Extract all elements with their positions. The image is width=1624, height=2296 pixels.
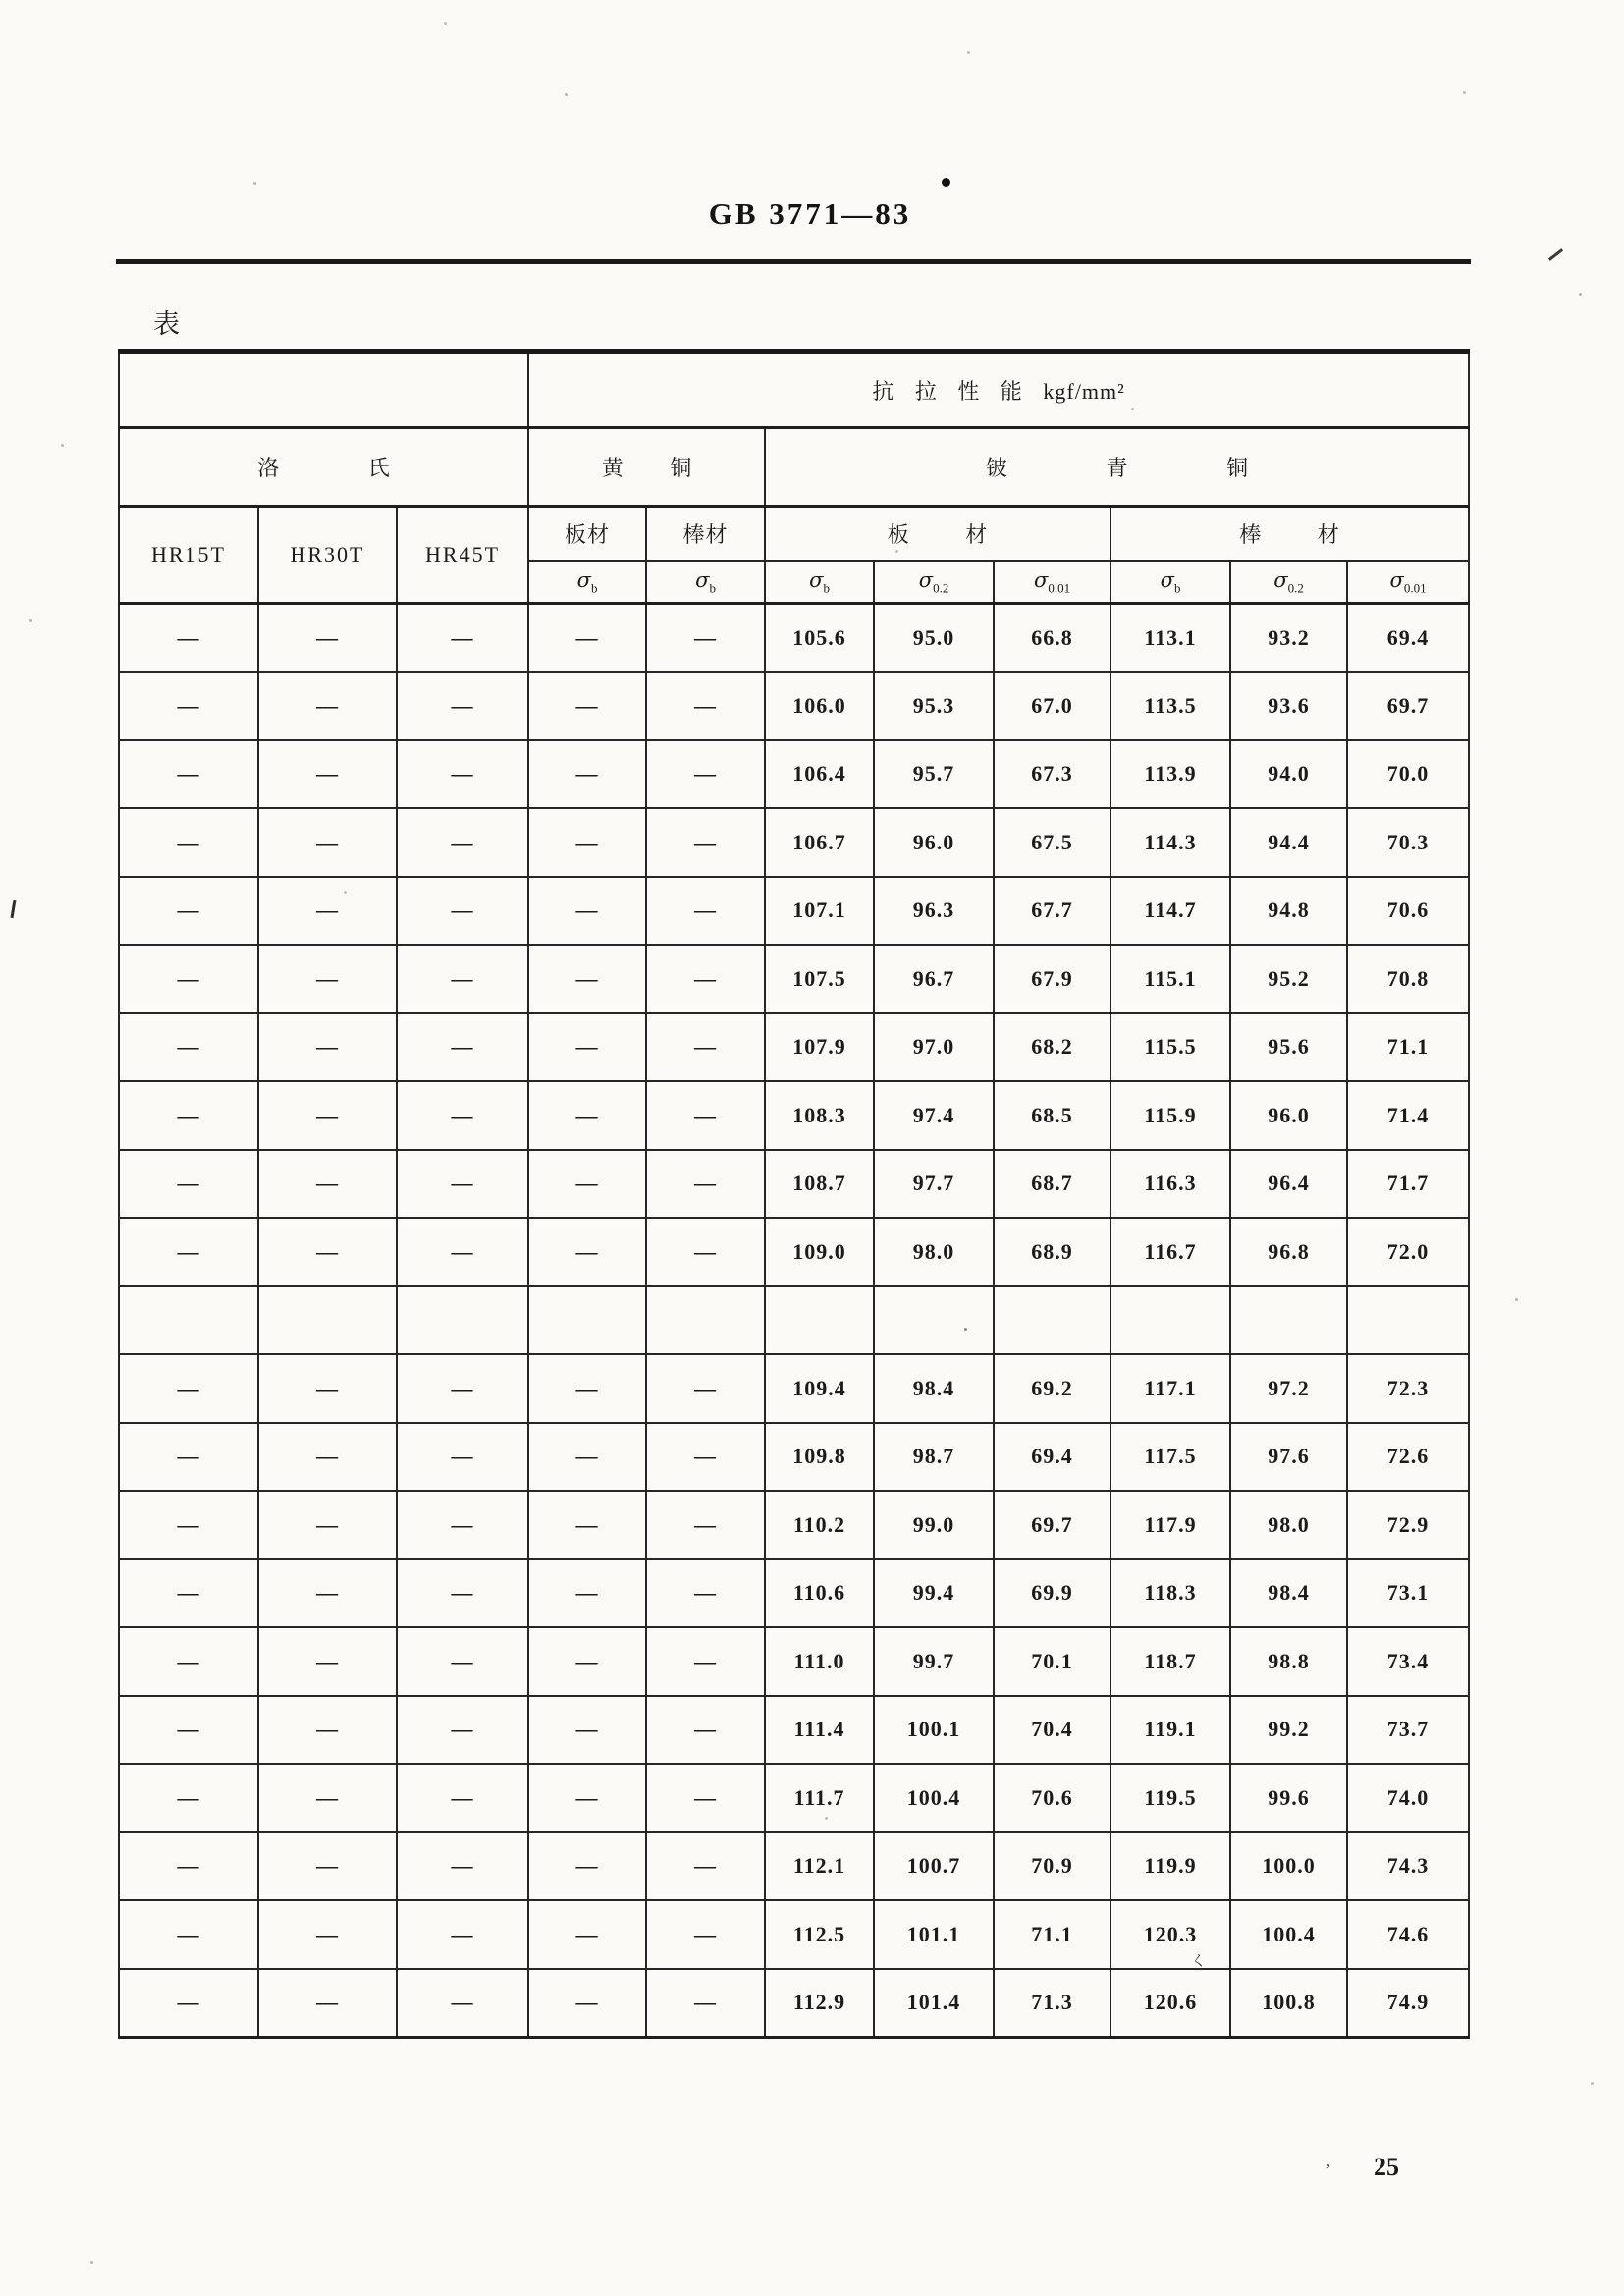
cell-bronze-rod-s0-2: 100.8 — [1230, 1969, 1347, 2038]
cell-bronze-rod-sb: 113.9 — [1110, 740, 1230, 809]
cell-brass-rod-sb: — — [646, 1354, 765, 1423]
cell-bronze-plate-s0-01: 69.2 — [994, 1354, 1110, 1423]
cell-brass-rod-sb: — — [646, 672, 765, 740]
cell-hr45t: — — [397, 1832, 528, 1901]
cell-brass-plate-sb: — — [528, 1969, 646, 2038]
cell-bronze-plate-s0-2: 101.4 — [874, 1969, 994, 2038]
cell-bronze-rod-s0-01: 70.3 — [1347, 808, 1469, 877]
cell-brass-plate-sb: — — [528, 1627, 646, 1696]
cell-bronze-rod-s0-2: 99.6 — [1230, 1764, 1347, 1832]
margin-tick-artifact — [11, 900, 17, 918]
unit-header-row — [119, 352, 1469, 428]
cell-bronze-plate-s0-2: 95.0 — [874, 604, 994, 673]
cell-bronze-plate-s0-01: 67.7 — [994, 877, 1110, 946]
cell-bronze-plate-sb: 106.4 — [765, 740, 874, 809]
cell-hr45t — [397, 1286, 528, 1355]
cell-bronze-plate-s0-01: 68.7 — [994, 1150, 1110, 1219]
cell-bronze-plate-sb: 108.7 — [765, 1150, 874, 1219]
cell-brass-plate-sb: — — [528, 877, 646, 946]
unit-header: 抗 拉 性 能 kgf/mm² — [528, 352, 1469, 428]
cell-bronze-rod-s0-2: 94.0 — [1230, 740, 1347, 809]
cell-bronze-rod-sb: 119.5 — [1110, 1764, 1230, 1832]
cell-hr30t: — — [258, 1354, 397, 1423]
cell-bronze-plate-s0-2: 97.0 — [874, 1013, 994, 1082]
cell-bronze-rod-sb: 113.1 — [1110, 604, 1230, 673]
bronze-rod-head: 棒 材 — [1110, 507, 1469, 561]
cell-hr45t: — — [397, 1969, 528, 2038]
cell-bronze-plate-sb: 109.8 — [765, 1423, 874, 1492]
cell-brass-plate-sb: — — [528, 945, 646, 1013]
cell-bronze-rod-s0-2: 97.6 — [1230, 1423, 1347, 1492]
cell-bronze-plate-sb: 107.1 — [765, 877, 874, 946]
scan-noise — [0, 0, 3, 3]
cell-hr45t: — — [397, 1081, 528, 1150]
cell-hr45t: — — [397, 1218, 528, 1286]
cell-brass-rod-sb: — — [646, 1423, 765, 1492]
cell-hr15t: — — [119, 1218, 258, 1286]
table-row — [119, 1491, 1469, 1559]
cell-brass-rod-sb: — — [646, 1969, 765, 2038]
cell-bronze-plate-sb: 110.6 — [765, 1559, 874, 1628]
cell-bronze-plate-sb: 109.4 — [765, 1354, 874, 1423]
cell-hr45t: — — [397, 1423, 528, 1492]
sigma-col-head: $\sigma_{0.2}$ — [1230, 561, 1347, 604]
cell-bronze-rod-s0-01: 69.7 — [1347, 672, 1469, 740]
cell-brass-plate-sb: — — [528, 1900, 646, 1969]
cell-brass-rod-sb: — — [646, 1013, 765, 1082]
cell-bronze-plate-s0-2: 101.1 — [874, 1900, 994, 1969]
cell-bronze-rod-s0-2: 97.2 — [1230, 1354, 1347, 1423]
table-row — [119, 1218, 1469, 1286]
cell-bronze-plate-s0-2 — [874, 1286, 994, 1355]
cell-brass-rod-sb: — — [646, 1696, 765, 1765]
cell-hr45t: — — [397, 1627, 528, 1696]
col-head-hr15t: HR15T — [119, 507, 258, 604]
cell-bronze-plate-s0-01: 68.5 — [994, 1081, 1110, 1150]
cell-bronze-rod-s0-2: 96.8 — [1230, 1218, 1347, 1286]
cell-bronze-plate-sb: 111.0 — [765, 1627, 874, 1696]
cell-hr45t: — — [397, 1900, 528, 1969]
cell-brass-rod-sb: — — [646, 1218, 765, 1286]
cell-hr30t: — — [258, 672, 397, 740]
cell-hr15t: — — [119, 740, 258, 809]
cell-hr15t: — — [119, 1559, 258, 1628]
cell-brass-plate-sb: — — [528, 672, 646, 740]
cell-brass-plate-sb — [528, 1286, 646, 1355]
cell-brass-rod-sb: — — [646, 604, 765, 673]
blank-header-cell — [119, 352, 528, 428]
cell-bronze-rod-sb: 119.1 — [1110, 1696, 1230, 1765]
cell-hr45t: — — [397, 1696, 528, 1765]
sigma-col-head: $\sigma_{0.01}$ — [994, 561, 1110, 604]
cell-hr45t: — — [397, 1491, 528, 1559]
cell-bronze-rod-s0-2: 99.2 — [1230, 1696, 1347, 1765]
cell-bronze-rod-sb: 114.7 — [1110, 877, 1230, 946]
table-row — [119, 1832, 1469, 1901]
cell-hr45t: — — [397, 1354, 528, 1423]
empty-row — [119, 1286, 1469, 1355]
cell-brass-plate-sb: — — [528, 1081, 646, 1150]
cell-bronze-plate-sb: 110.2 — [765, 1491, 874, 1559]
cell-bronze-plate-s0-01: 69.7 — [994, 1491, 1110, 1559]
doc-code: GB 3771—83 — [708, 196, 912, 231]
cell-hr30t: — — [258, 877, 397, 946]
cell-bronze-rod-sb — [1110, 1286, 1230, 1355]
cell-hr15t: — — [119, 1832, 258, 1901]
table-row — [119, 808, 1469, 877]
sigma-col-head: $\sigma_b$ — [646, 561, 765, 604]
table-row — [119, 1559, 1469, 1628]
cell-bronze-rod-s0-01: 73.4 — [1347, 1627, 1469, 1696]
cell-hr15t — [119, 1286, 258, 1355]
cell-bronze-plate-sb: 106.7 — [765, 808, 874, 877]
cell-bronze-plate-sb: 111.4 — [765, 1696, 874, 1765]
cell-bronze-plate-s0-01: 70.6 — [994, 1764, 1110, 1832]
cell-brass-plate-sb: — — [528, 1150, 646, 1219]
cell-bronze-plate-s0-2: 99.0 — [874, 1491, 994, 1559]
cell-hr15t: — — [119, 1969, 258, 2038]
cell-brass-rod-sb — [646, 1286, 765, 1355]
cell-hr30t — [258, 1286, 397, 1355]
cell-hr30t: — — [258, 1627, 397, 1696]
cell-hr45t: — — [397, 945, 528, 1013]
table-row — [119, 740, 1469, 809]
cell-brass-rod-sb: — — [646, 808, 765, 877]
cell-hr30t: — — [258, 1491, 397, 1559]
cell-bronze-plate-sb: 111.7 — [765, 1764, 874, 1832]
cell-bronze-plate-sb: 107.5 — [765, 945, 874, 1013]
cell-bronze-plate-s0-2: 96.0 — [874, 808, 994, 877]
cell-bronze-plate-s0-2: 99.7 — [874, 1627, 994, 1696]
cell-bronze-rod-s0-2: 95.6 — [1230, 1013, 1347, 1082]
cell-hr15t: — — [119, 877, 258, 946]
cell-brass-plate-sb: — — [528, 740, 646, 809]
cell-hr30t: — — [258, 740, 397, 809]
cell-brass-rod-sb: — — [646, 1764, 765, 1832]
cell-bronze-plate-sb: 109.0 — [765, 1218, 874, 1286]
cell-bronze-rod-sb: 116.3 — [1110, 1150, 1230, 1219]
cell-bronze-rod-s0-01: 70.6 — [1347, 877, 1469, 946]
table-row — [119, 1013, 1469, 1082]
cell-hr30t: — — [258, 1081, 397, 1150]
cell-hr45t: — — [397, 1764, 528, 1832]
cell-bronze-plate-s0-01: 70.1 — [994, 1627, 1110, 1696]
cell-bronze-plate-s0-01: 67.0 — [994, 672, 1110, 740]
cell-bronze-plate-s0-01: 71.1 — [994, 1900, 1110, 1969]
cell-bronze-plate-sb: 112.5 — [765, 1900, 874, 1969]
cell-bronze-rod-s0-2: 98.8 — [1230, 1627, 1347, 1696]
cell-bronze-plate-s0-2: 97.4 — [874, 1081, 994, 1150]
material-header-row — [119, 507, 1469, 561]
table-row — [119, 1081, 1469, 1150]
cell-bronze-rod-sb: 117.9 — [1110, 1491, 1230, 1559]
cell-brass-plate-sb: — — [528, 1354, 646, 1423]
cell-bronze-rod-s0-01: 73.1 — [1347, 1559, 1469, 1628]
cell-brass-rod-sb: — — [646, 1150, 765, 1219]
cell-bronze-rod-s0-01: 71.1 — [1347, 1013, 1469, 1082]
cell-bronze-rod-s0-01: 74.6 — [1347, 1900, 1469, 1969]
cell-bronze-rod-s0-2 — [1230, 1286, 1347, 1355]
cell-bronze-plate-s0-01: 67.3 — [994, 740, 1110, 809]
cell-bronze-plate-sb: 108.3 — [765, 1081, 874, 1150]
cell-bronze-plate-sb: 112.1 — [765, 1832, 874, 1901]
cell-bronze-plate-sb: 106.0 — [765, 672, 874, 740]
cell-hr30t: — — [258, 1218, 397, 1286]
cell-bronze-rod-s0-2: 98.0 — [1230, 1491, 1347, 1559]
tensile-properties-table — [118, 349, 1470, 2039]
cell-bronze-plate-s0-01: 69.9 — [994, 1559, 1110, 1628]
cell-bronze-plate-s0-2: 96.7 — [874, 945, 994, 1013]
cell-hr15t: — — [119, 604, 258, 673]
table-label: 表 — [153, 309, 180, 339]
cell-brass-plate-sb: — — [528, 1832, 646, 1901]
cell-bronze-plate-s0-2: 100.4 — [874, 1764, 994, 1832]
cell-hr15t: — — [119, 945, 258, 1013]
cell-brass-rod-sb: — — [646, 1627, 765, 1696]
cell-bronze-rod-s0-01: 74.9 — [1347, 1969, 1469, 2038]
cell-bronze-plate-s0-01: 70.4 — [994, 1696, 1110, 1765]
cell-bronze-rod-sb: 115.1 — [1110, 945, 1230, 1013]
cell-hr30t: — — [258, 1559, 397, 1628]
cell-bronze-rod-sb: 113.5 — [1110, 672, 1230, 740]
cell-brass-plate-sb: — — [528, 1491, 646, 1559]
cell-hr30t: — — [258, 604, 397, 673]
cell-hr45t: — — [397, 808, 528, 877]
cell-hr15t: — — [119, 1081, 258, 1150]
cell-bronze-rod-s0-01: 70.0 — [1347, 740, 1469, 809]
sigma-col-head: $\sigma_{0.2}$ — [874, 561, 994, 604]
cell-hr30t: — — [258, 1150, 397, 1219]
cell-bronze-rod-s0-2: 93.2 — [1230, 604, 1347, 673]
cell-bronze-plate-s0-01 — [994, 1286, 1110, 1355]
cell-bronze-plate-s0-2: 100.1 — [874, 1696, 994, 1765]
header-rule — [116, 259, 1471, 264]
cell-hr15t: — — [119, 1013, 258, 1082]
cell-bronze-rod-s0-2: 100.0 — [1230, 1832, 1347, 1901]
cell-bronze-plate-s0-2: 97.7 — [874, 1150, 994, 1219]
cell-bronze-rod-s0-01: 71.7 — [1347, 1150, 1469, 1219]
cell-bronze-plate-s0-2: 98.0 — [874, 1218, 994, 1286]
cell-brass-rod-sb: — — [646, 1559, 765, 1628]
cell-bronze-plate-s0-01: 67.5 — [994, 808, 1110, 877]
table-row — [119, 672, 1469, 740]
cell-brass-plate-sb: — — [528, 1696, 646, 1765]
cell-hr45t: — — [397, 740, 528, 809]
cell-bronze-rod-sb: 117.1 — [1110, 1354, 1230, 1423]
sigma-col-head: $\sigma_b$ — [765, 561, 874, 604]
cell-bronze-rod-sb: 118.7 — [1110, 1627, 1230, 1696]
cell-bronze-rod-s0-2: 93.6 — [1230, 672, 1347, 740]
group-header-row — [119, 428, 1469, 507]
cell-bronze-plate-s0-2: 100.7 — [874, 1832, 994, 1901]
cell-bronze-rod-sb: 120.3 — [1110, 1900, 1230, 1969]
cell-bronze-plate-s0-2: 95.7 — [874, 740, 994, 809]
cell-hr15t: — — [119, 1627, 258, 1696]
cell-brass-plate-sb: — — [528, 1218, 646, 1286]
cell-bronze-rod-s0-2: 100.4 — [1230, 1900, 1347, 1969]
cell-bronze-plate-s0-2: 95.3 — [874, 672, 994, 740]
cell-bronze-rod-sb: 120.6 — [1110, 1969, 1230, 2038]
cell-bronze-rod-s0-2: 94.8 — [1230, 877, 1347, 946]
cell-hr15t: — — [119, 1423, 258, 1492]
cell-bronze-rod-s0-01: 74.3 — [1347, 1832, 1469, 1901]
cell-bronze-plate-s0-01: 66.8 — [994, 604, 1110, 673]
cell-hr15t: — — [119, 672, 258, 740]
cell-bronze-rod-sb: 115.9 — [1110, 1081, 1230, 1150]
group-rockwell: 洛 氏 — [119, 428, 528, 507]
cell-bronze-rod-s0-01: 70.8 — [1347, 945, 1469, 1013]
table-row — [119, 1423, 1469, 1492]
cell-bronze-plate-s0-01: 70.9 — [994, 1832, 1110, 1901]
table-row — [119, 1969, 1469, 2038]
table-row — [119, 1150, 1469, 1219]
page-number: 25 — [1374, 2153, 1399, 2181]
cell-brass-rod-sb: — — [646, 1081, 765, 1150]
cell-bronze-rod-sb: 115.5 — [1110, 1013, 1230, 1082]
col-head-hr45t: HR45T — [397, 507, 528, 604]
cell-bronze-plate-s0-01: 68.2 — [994, 1013, 1110, 1082]
bronze-plate-head: 板 材 — [765, 507, 1110, 561]
cell-brass-plate-sb: — — [528, 1764, 646, 1832]
check-mark-artifact: く — [1190, 1953, 1208, 1971]
cell-brass-plate-sb: — — [528, 808, 646, 877]
cell-hr30t: — — [258, 1696, 397, 1765]
cell-hr30t: — — [258, 1013, 397, 1082]
cell-bronze-rod-s0-01: 74.0 — [1347, 1764, 1469, 1832]
table-row — [119, 604, 1469, 673]
cell-brass-rod-sb: — — [646, 740, 765, 809]
cell-hr30t: — — [258, 1900, 397, 1969]
bullet-artifact — [942, 178, 950, 187]
cell-brass-plate-sb: — — [528, 1559, 646, 1628]
cell-bronze-rod-s0-01: 71.4 — [1347, 1081, 1469, 1150]
cell-bronze-plate-s0-01: 67.9 — [994, 945, 1110, 1013]
cell-bronze-plate-s0-01: 69.4 — [994, 1423, 1110, 1492]
cell-hr30t: — — [258, 945, 397, 1013]
group-brass: 黄 铜 — [528, 428, 765, 507]
cell-hr30t: — — [258, 1423, 397, 1492]
cell-bronze-rod-sb: 116.7 — [1110, 1218, 1230, 1286]
cell-brass-plate-sb: — — [528, 1013, 646, 1082]
cell-hr30t: — — [258, 808, 397, 877]
brass-plate-head: 板材 — [528, 507, 646, 561]
brass-rod-head: 棒材 — [646, 507, 765, 561]
cell-bronze-rod-s0-2: 96.4 — [1230, 1150, 1347, 1219]
cell-hr15t: — — [119, 808, 258, 877]
table-row — [119, 1764, 1469, 1832]
cell-hr45t: — — [397, 877, 528, 946]
page-number-mark-artifact: ’ — [1326, 2160, 1331, 2179]
cell-bronze-plate-sb — [765, 1286, 874, 1355]
cell-hr15t: — — [119, 1696, 258, 1765]
cell-hr45t: — — [397, 672, 528, 740]
sigma-col-head: $\sigma_b$ — [528, 561, 646, 604]
cell-bronze-rod-s0-2: 95.2 — [1230, 945, 1347, 1013]
cell-bronze-plate-sb: 105.6 — [765, 604, 874, 673]
cell-hr15t: — — [119, 1764, 258, 1832]
table-row — [119, 945, 1469, 1013]
cell-bronze-plate-s0-01: 68.9 — [994, 1218, 1110, 1286]
cell-bronze-plate-sb: 112.9 — [765, 1969, 874, 2038]
cell-bronze-rod-sb: 117.5 — [1110, 1423, 1230, 1492]
cell-bronze-rod-s0-01 — [1347, 1286, 1469, 1355]
cell-hr45t: — — [397, 1013, 528, 1082]
cell-brass-rod-sb: — — [646, 1491, 765, 1559]
cell-hr15t: — — [119, 1354, 258, 1423]
table-row — [119, 877, 1469, 946]
cell-bronze-plate-s0-2: 96.3 — [874, 877, 994, 946]
cell-hr15t: — — [119, 1491, 258, 1559]
cell-bronze-rod-sb: 114.3 — [1110, 808, 1230, 877]
cell-bronze-plate-s0-01: 71.3 — [994, 1969, 1110, 2038]
cell-bronze-rod-s0-01: 72.3 — [1347, 1354, 1469, 1423]
table-row — [119, 1354, 1469, 1423]
cell-brass-plate-sb: — — [528, 1423, 646, 1492]
sigma-col-head: $\sigma_{0.01}$ — [1347, 561, 1469, 604]
corner-tick-artifact — [1548, 248, 1563, 261]
cell-hr15t: — — [119, 1150, 258, 1219]
cell-brass-rod-sb: — — [646, 877, 765, 946]
cell-bronze-rod-s0-2: 98.4 — [1230, 1559, 1347, 1628]
cell-hr45t: — — [397, 604, 528, 673]
cell-brass-rod-sb: — — [646, 1832, 765, 1901]
cell-bronze-rod-s0-2: 96.0 — [1230, 1081, 1347, 1150]
cell-brass-plate-sb: — — [528, 604, 646, 673]
cell-hr45t: — — [397, 1559, 528, 1628]
group-beryllium-bronze: 铍 青 铜 — [765, 428, 1469, 507]
cell-bronze-plate-s0-2: 98.4 — [874, 1354, 994, 1423]
cell-brass-rod-sb: — — [646, 945, 765, 1013]
cell-hr30t: — — [258, 1832, 397, 1901]
cell-hr30t: — — [258, 1969, 397, 2038]
cell-bronze-rod-s0-01: 72.0 — [1347, 1218, 1469, 1286]
cell-bronze-rod-s0-01: 72.9 — [1347, 1491, 1469, 1559]
col-head-hr30t: HR30T — [258, 507, 397, 604]
cell-bronze-rod-sb: 119.9 — [1110, 1832, 1230, 1901]
cell-hr45t: — — [397, 1150, 528, 1219]
cell-bronze-plate-sb: 107.9 — [765, 1013, 874, 1082]
cell-brass-rod-sb: — — [646, 1900, 765, 1969]
cell-bronze-plate-s0-2: 98.7 — [874, 1423, 994, 1492]
cell-hr30t: — — [258, 1764, 397, 1832]
table-row — [119, 1696, 1469, 1765]
table-row — [119, 1900, 1469, 1969]
cell-bronze-rod-s0-01: 69.4 — [1347, 604, 1469, 673]
cell-bronze-rod-s0-01: 73.7 — [1347, 1696, 1469, 1765]
cell-bronze-plate-s0-2: 99.4 — [874, 1559, 994, 1628]
cell-bronze-rod-sb: 118.3 — [1110, 1559, 1230, 1628]
cell-bronze-rod-s0-01: 72.6 — [1347, 1423, 1469, 1492]
sigma-col-head: $\sigma_b$ — [1110, 561, 1230, 604]
table-row — [119, 1627, 1469, 1696]
cell-hr15t: — — [119, 1900, 258, 1969]
cell-bronze-rod-s0-2: 94.4 — [1230, 808, 1347, 877]
